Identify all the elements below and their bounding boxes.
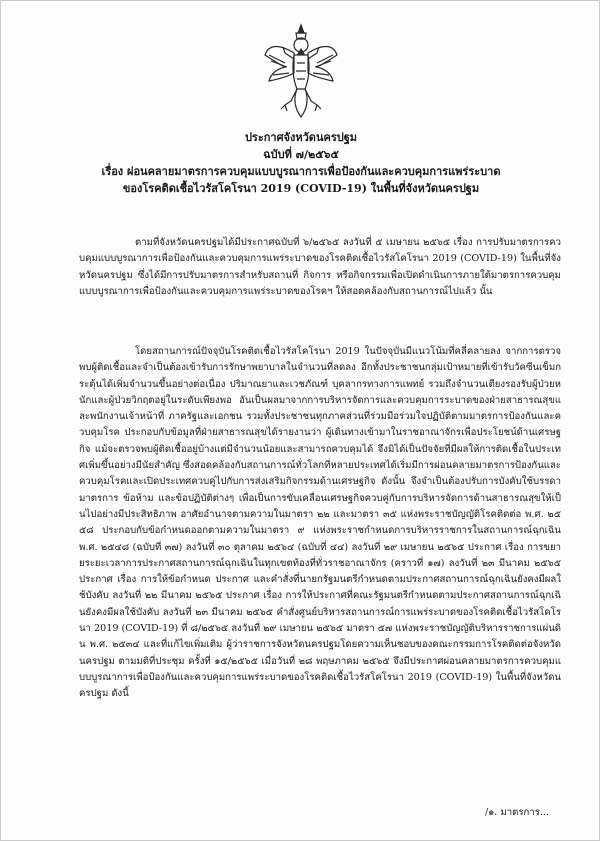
announcement-subject-line1: เรื่อง ผ่อนคลายมาตรการควบคุมแบบบูรณาการเพื่อป้องกันและควบคุมการแพร่ระบาด (101, 165, 501, 178)
body-paragraph-1: ตามที่จังหวัดนครปฐมได้มีประกาศฉบับที่ ๖/๒๕๖๕ ลงวันที่ ๕ เมษายน ๒๕๖๕ เรื่อง การปรับมาตรการควบคุมแบบบูรณาการเพื่อป้องกันและควบคุมการแพร่ระบาดของโรคติดเชื้อไวรัสโคโรนา 2019 (COVID-19) ในพื้นที่จังหวัดนครปฐม ซึ่งได้มีการปรับมาตรการสำหรับสถานที่ กิจการ หรือกิจกรรมเพื่อเปิดดำเนินการภายใต้มาตรการควบคุมแบบบูรณาการเพื่อป้องกันและควบคุมการแพร่ระบาดของโรคฯ ให้สอดคล้องกับสถานการณ์ไปแล้ว นั้น (79, 237, 561, 297)
garuda-emblem-graphic (263, 23, 339, 119)
continuation-marker: /๑. มาตรการ... (484, 807, 549, 818)
garuda-emblem-icon (263, 23, 339, 119)
body-paragraph-2: โดยสถานการณ์ปัจจุบันโรคติดเชื้อไวรัสโคโรนา 2019 ในปัจจุบันมีแนวโน้มที่คลี่คลายลง จากการตรวจพบผู้ติดเชื้อและจำเป็นต้องเข้ารับการรักษาพยาบาลในจำนวนที่ลดลง อีกทั้งประชาชนกลุ่มเป้าหมายที่เข้ารับวัคซีนเข็มกระตุ้นได้เพิ่มจำนวนขึ้นอย่างต่อเนื่อง ปริมาณยาและเวชภัณฑ์ บุคลากรทางการแพทย์ รวมถึงจำนวนเตียงรองรับผู้ป่วยหนักและผู้ป่วยวิกฤตอยู่ในระดับเพียงพอ อันเป็นผลมาจากการบริหารจัดการและควบคุมการระบาดของฝ่ายสาธารณสุขและพนักงานเจ้าหน้าที่ ภาครัฐและเอกชน รวมทั้งประชาชนทุกภาคส่วนที่ร่วมมือร่วมใจปฏิบัติตามมาตรการป้องกันและควบคุมโรค ประกอบกับข้อมูลที่ฝ่ายสาธารณสุขได้รายงานว่า ผู้เดินทางเข้ามาในราชอาณาจักรเพื่อประโยชน์ด้านเศรษฐกิจ แม้จะตรวจพบผู้ติดเชื้ออยู่บ้างแต่มีจำนวนน้อยและสามารถควบคุมได้ จึงมิได้เป็นปัจจัยที่มีผลให้การติดเชื้อในประเทศเพิ่มขึ้นอย่างมีนัยสำคัญ ซึ่งสอดคล้องกับสถานการณ์ทั่วโลกที่หลายประเทศได้เริ่มมีการผ่อนคลายมาตรการป้องกันและควบคุมโรคและเปิดประเทศควบคู่ไปกับการส่งเสริมกิจกรรมด้านเศรษฐกิจ ดังนั้น จึงจำเป็นต้องปรับการบังคับใช้บรรดามาตรการ ข้อห้าม และข้อปฏิบัติต่างๆ เพื่อเป็นการขับเคลื่อนเศรษฐกิจควบคู่กับการบริหารจัดการด้านสาธารณสุขให้เป็นไปอย่างมีประสิทธิภาพ อาศัยอำนาจตามความในมาตรา ๒๒ และมาตรา ๓๕ แห่งพระราชบัญญัติโรคติดต่อ พ.ศ. ๒๕๕๘ ประกอบกับข้อกำหนดออกตามความในมาตรา ๙ แห่งพระราชกำหนดการบริหารราชการในสถานการณ์ฉุกเฉิน พ.ศ. ๒๕๔๘ (ฉบับที่ ๓๗) ลงวันที่ ๓๐ ตุลาคม ๒๕๖๔ (ฉบับที่ ๔๔) ลงวันที่ ๒๙ เมษายน ๒๕๖๕ ประกาศ เรื่อง การขยายระยะเวลาการประกาศสถานการณ์ฉุกเฉินในทุกเขตท้องที่ทั่วราชอาณาจักร (คราวที่ ๑๗) ลงวันที่ ๒๓ มีนาคม ๒๕๖๕ ประกาศ เรื่อง การให้ข้อกำหนด ประกาศ และคำสั่งที่นายกรัฐมนตรีกำหนดตามประกาศสถานการณ์ฉุกเฉินยังคงมีผลใช้บังคับ ลงวันที่ ๒๒ มีนาคม ๒๕๖๕ ประกาศ เรื่อง การให้ประกาศที่คณะรัฐมนตรีกำหนดตามประกาศสถานการณ์ฉุกเฉินยังคงมีผลใช้บังคับ ลงวันที่ ๒๓ มีนาคม ๒๕๖๕ คำสั่งศูนย์บริหารสถานการณ์การแพร่ระบาดของโรคติดเชื้อไวรัสโคโรนา 2019 (COVID-19) ที่ ๘/๒๕๖๕ ลงวันที่ ๒๙ เมษายน ๒๕๖๕ มาตรา ๕๗ แห่งพระราชบัญญัติบริหารราชการแผ่นดิน พ.ศ. ๒๕๓๔ และที่แก้ไขเพิ่มเติม ผู้ว่าราชการจังหวัดนครปฐมโดยความเห็นชอบของคณะกรรมการโรคติดต่อจังหวัดนครปฐม ตามมติที่ประชุม ครั้งที่ ๑๕/๒๕๖๕ เมื่อวันที่ ๒๘ พฤษภาคม ๒๕๖๕ จึงมีประกาศผ่อนคลายมาตรการควบคุมแบบบูรณาการเพื่อป้องกันและควบคุมการแพร่ระบาดของโรคติดเชื้อไวรัสโคโรนา 2019 (COVID-19) ในพื้นที่จังหวัดนครปฐม ดังนี้ (79, 346, 561, 700)
announcement-subject-line2: ของโรคติดเชื้อไวรัสโคโรนา 2019 (COVID-19) ในพื้นที่จังหวัดนครปฐม (122, 182, 480, 195)
announcement-number: ฉบับที่ ๗/๒๕๖๕ (263, 148, 339, 161)
announcement-title: ประกาศจังหวัดนครปฐม (244, 131, 358, 144)
